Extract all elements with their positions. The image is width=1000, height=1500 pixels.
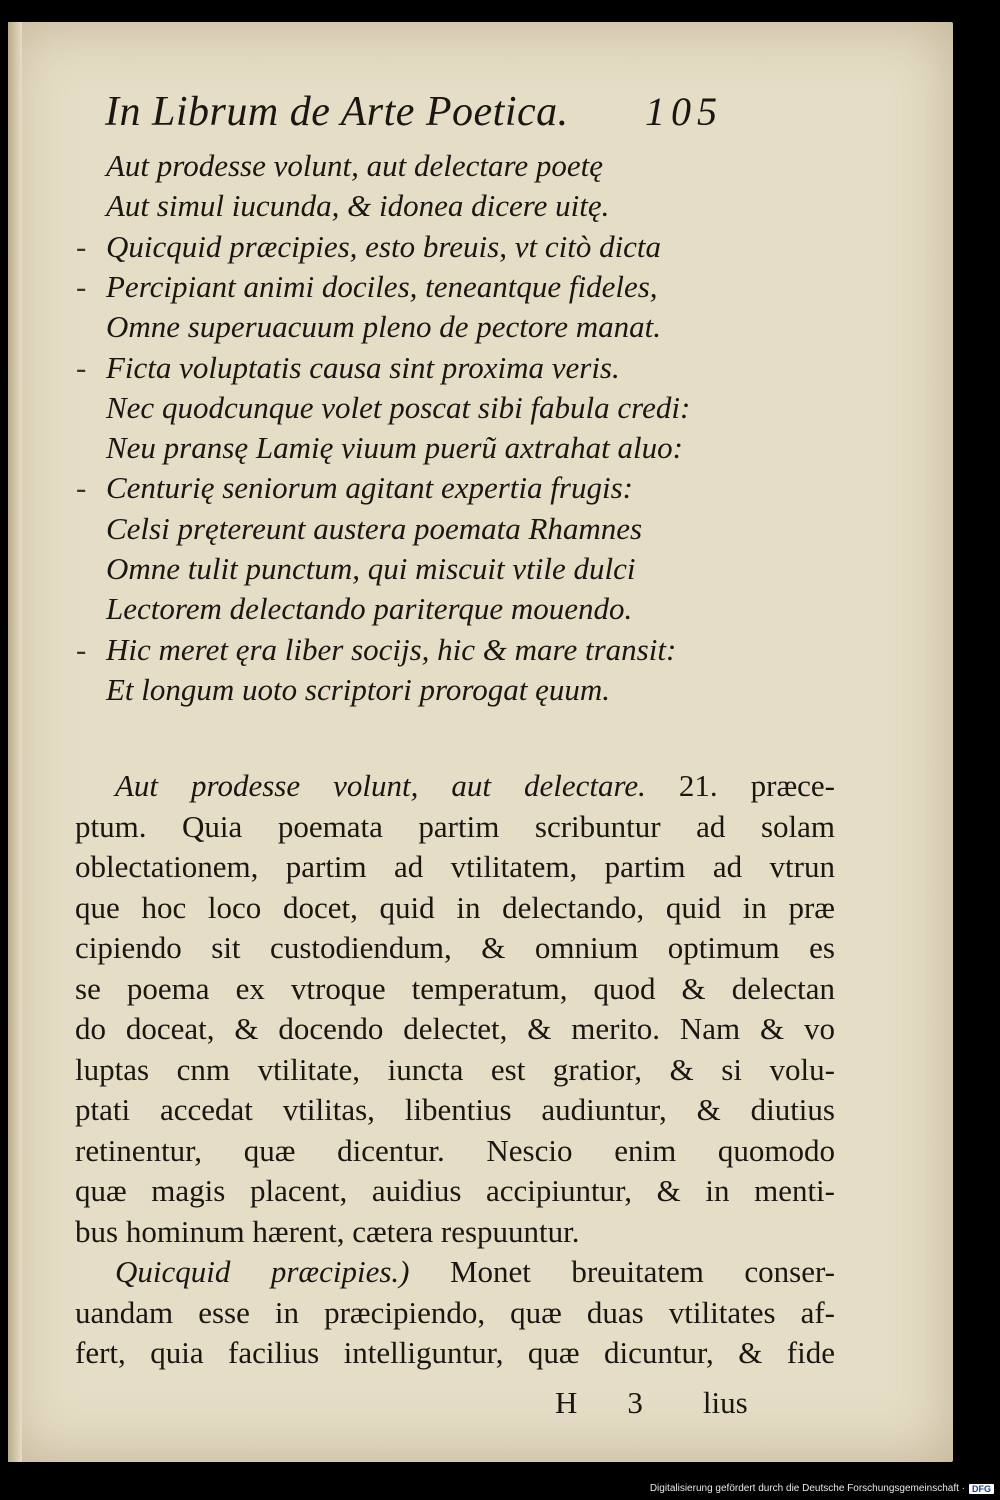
verse-text: Centurię seniorum agitant expertia frugis: [106,470,633,506]
lemma: Quicquid præcipies.) [115,1254,410,1289]
commentary-line [75,1011,835,1052]
running-head: In Librum de Arte Poetica. [105,89,569,135]
margin-mark: - [76,631,87,667]
verse-line [0,591,900,633]
verse-text: Percipiant animi dociles, teneantque fideles, [106,268,658,304]
commentary-line [75,971,835,1012]
commentary-line [75,1052,835,1093]
commentary-line [75,1173,835,1214]
commentary-text: quæ magis placent, auidius accipiuntur, & in menti- [75,1173,835,1208]
verse-text: Celsi prętereunt austera poemata Rhamnes [106,510,643,546]
margin-mark: - [76,470,87,506]
verse-line [0,430,900,472]
commentary-text: 21. præce- [645,768,836,803]
verse-text: Lectorem delectando pariterque mouendo. [106,591,633,627]
commentary-text: uandam esse in præcipiendo, quæ duas vtilitates af- [75,1294,835,1330]
digitization-footer [650,1483,994,1494]
commentary-text: do doceat, & docendo delectet, & merito. Nam & vo [75,1011,835,1046]
footer-credit: Digitalisierung gefördert durch die Deutsche Forschungsgemeinschaft · [649,1483,965,1494]
verse-text: Neu pransę Lamię viuum puerũ axtrahat aluo: [106,430,683,466]
verse-line [0,551,900,593]
commentary-text: se poema ex vtroque temperatum, quod & delectan [75,970,835,1006]
commentary-line [75,930,835,971]
verse-line [0,188,900,230]
verse-text: Hic meret ęra liber socijs, hic & mare transit: [106,631,677,667]
verse-text: Omne tulit punctum, qui miscuit vtile dulci [106,551,636,586]
commentary-line [75,890,835,931]
verse-line [0,350,900,392]
commentary-text: Monet breuitatem conser- [409,1254,835,1289]
margin-mark: - [76,268,87,304]
verse-text: Aut simul iucunda, & idonea dicere uitę. [106,188,610,224]
commentary-line [75,1133,835,1174]
commentary-line [75,1092,835,1133]
commentary-text: luptas cnm vtilitate, iuncta est gratior, & si volu- [75,1051,835,1087]
verse-text: Et longum uoto scriptori prorogat ęuum. [106,671,611,707]
commentary-line [75,1295,835,1336]
verse-line [0,309,900,351]
verse-line [0,269,900,311]
verse-line [0,390,900,432]
commentary-line [75,809,835,850]
commentary-text: bus hominum hærent, cætera respuuntur. [75,1213,580,1249]
verse-line [0,672,900,714]
commentary-line [75,768,835,809]
commentary-text: cipiendo sit custodiendum, & omnium optimum es [75,930,835,965]
commentary-line [75,1254,835,1295]
catchword: lius [702,1385,748,1420]
printer-signature-line [555,1385,748,1421]
commentary-line [75,1214,835,1255]
commentary-text: ptum. Quia poemata partim scribuntur ad solam [75,808,835,844]
verse-line [0,511,900,553]
commentary-line [75,849,835,890]
page-number: 105 [645,89,723,134]
verse-text: Quicquid præcipies, esto breuis, vt citò dicta [106,228,662,264]
commentary-line [75,1335,835,1376]
verse-line [0,470,900,512]
commentary-text: fert, quia facilius intelliguntur, quæ dicuntur, & fide [75,1335,835,1370]
margin-mark: - [76,228,87,264]
verse-text: Omne superuacuum pleno de pectore manat. [106,309,662,345]
commentary-block [75,768,835,1376]
verse-text: Ficta voluptatis causa sint proxima veris. [106,349,620,385]
verse-text: Nec quodcunque volet poscat sibi fabula credi: [106,389,691,425]
margin-mark: - [76,349,87,385]
commentary-text: que hoc loco docet, quid in delectando, quid in præ [75,889,835,925]
verse-line [0,148,900,190]
commentary-text: retinentur, quæ dicentur. Nescio enim quomodo [75,1132,835,1168]
commentary-text: oblectationem, partim ad vtilitatem, partim ad vtrun [75,849,835,884]
dfg-logo: DFG [969,1484,994,1494]
signature-number: 3 [627,1385,643,1420]
lemma: Aut prodesse volunt, aut delectare. [115,768,646,803]
verse-text: Aut prodesse volunt, aut delectare poetę [106,148,604,183]
commentary-text: ptati accedat vtilitas, libentius audiuntur, & diutius [75,1092,835,1127]
verse-line [0,229,900,271]
signature-letter: H [555,1385,578,1420]
verse-line [0,632,900,674]
